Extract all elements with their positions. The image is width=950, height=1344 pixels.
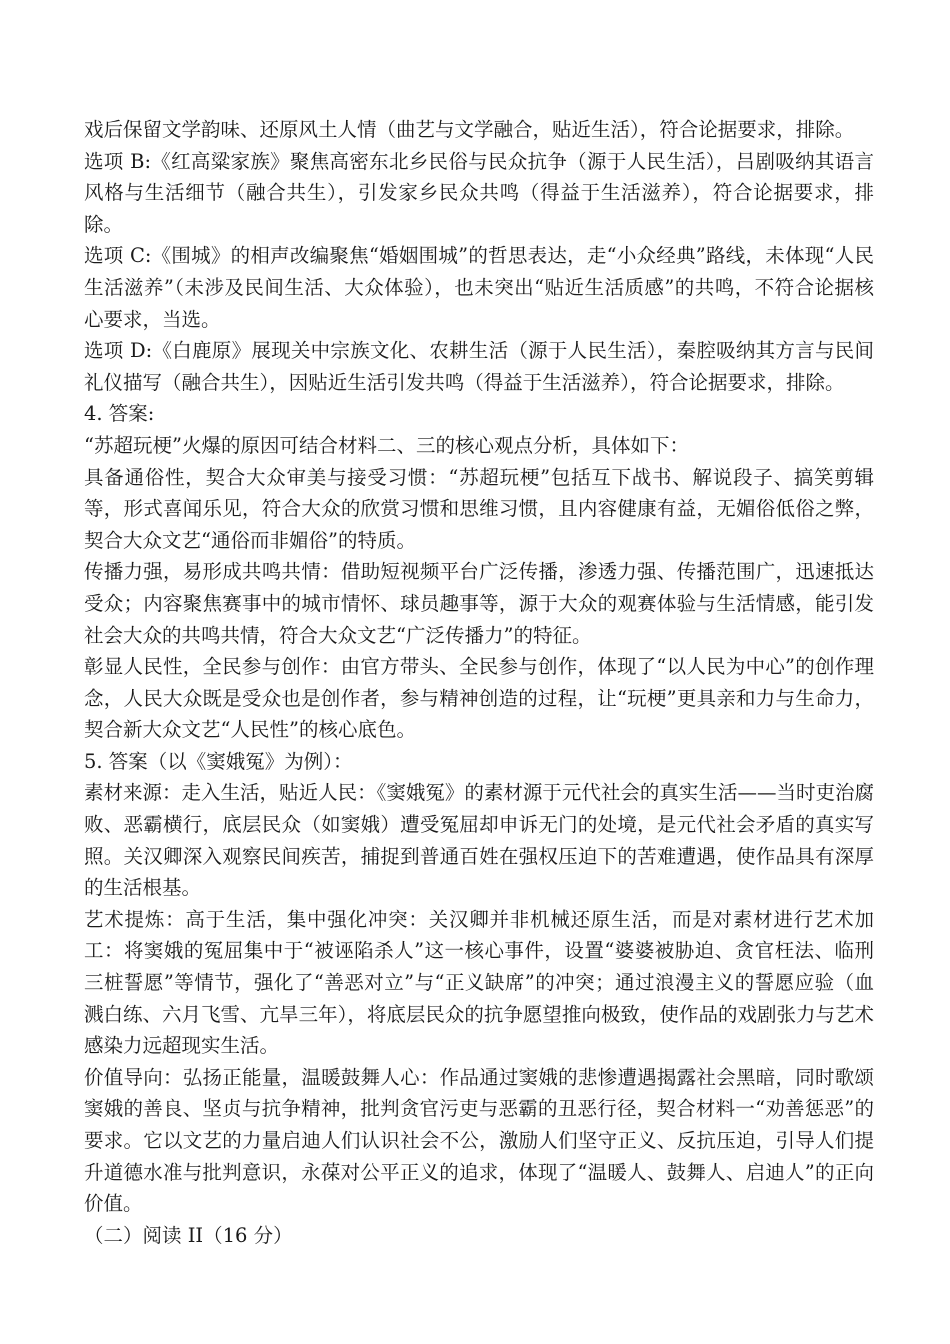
answer-4-heading: 4. 答案: [84,402,155,426]
answer-5-point-3: 价值导向：弘扬正能量，温暖鼓舞人心：作品通过窦娥的悲惨遭遇揭露社会黑暗，同时歌颂窦娥的善良、坚贞与抗争精神，批判贪官污吏与恶霸的丑恶行径，契合材料一“劝善惩恶”的要求。它以文艺的力量启迪人们认识社会不公，激励人们坚守正义、反抗压迫，引导人们提升道德水准与批判意识，永葆对公平正义的追求，体现了“温暖人、鼓舞人、启迪人”的正向价值。 [84,1065,874,1216]
paragraph-option-b: 选项 B:《红高粱家族》聚焦高密东北乡民俗与民众抗争（源于人民生活），吕剧吸纳其语言风格与生活细节（融合共生），引发家乡民众共鸣（得益于生活滋养），符合论据要求，排除。 [84,149,874,236]
answer-4-point-2: 传播力强，易形成共鸣共情：借助短视频平台广泛传播，渗透力强、传播范围广，迅速抵达受众；内容聚焦赛事中的城市情怀、球员趣事等，源于大众的观赛体验与生活情感，能引发社会大众的共鸣共情，符合大众文艺“广泛传播力”的特征。 [84,560,874,647]
answer-4-point-1: 具备通俗性，契合大众审美与接受习惯：“苏超玩梗”包括互下战书、解说段子、搞笑剪辑等，形式喜闻乐见，符合大众的欣赏习惯和思维习惯，且内容健康有益，无媚俗低俗之弊，契合大众文艺“通俗而非媚俗”的特质。 [84,465,874,552]
paragraph-option-a-conclusion: 戏后保留文学韵味、还原风土人情（曲艺与文学融合，贴近生活），符合论据要求，排除。 [84,118,855,141]
paragraph-option-d: 选项 D:《白鹿原》展现关中宗族文化、农耕生活（源于人民生活），秦腔吸纳其方言与民间礼仪描写（融合共生），因贴近生活引发共鸣（得益于生活滋养），符合论据要求，排除。 [84,339,874,394]
answer-4-intro: “苏超玩梗”火爆的原因可结合材料二、三的核心观点分析，具体如下： [84,433,689,457]
answer-4-point-3: 彰显人民性，全民参与创作：由官方带头、全民参与创作，体现了“以人民为中心”的创作理念，人民大众既是受众也是创作者，参与精神创造的过程，让“玩梗”更具亲和力与生命力，契合新大众文艺“人民性”的核心底色。 [84,655,874,742]
paragraph-option-c: 选项 C:《围城》的相声改编聚焦“婚姻围城”的哲思表达，走“小众经典”路线，未体现“人民生活滋养”（未涉及民间生活、大众体验），也未突出“贴近生活质感”的共鸣，不符合论据核心要求，当选。 [84,244,874,331]
answer-5-point-2: 艺术提炼：高于生活，集中强化冲突：关汉卿并非机械还原生活，而是对素材进行艺术加工：将窦娥的冤屈集中于“被诬陷杀人”这一核心事件，设置“婆婆被胁迫、贪官枉法、临刑三桩誓愿”等情节，强化了“善恶对立”与“正义缺席”的冲突；通过浪漫主义的誓愿应验（血溅白练、六月飞雪、亢旱三年），将底层民众的抗争愿望推向极致，使作品的戏剧张力与艺术感染力远超现实生活。 [84,907,874,1058]
section-heading-reading-2: （二）阅读 II（16 分） [84,1223,293,1247]
answer-5-point-1: 素材来源：走入生活，贴近人民：《窦娥冤》的素材源于元代社会的真实生活——当时吏治腐败、恶霸横行，底层民众（如窦娥）遭受冤屈却申诉无门的处境，是元代社会矛盾的真实写照。关汉卿深入观察民间疾苦，捕捉到普通百姓在强权压迫下的苦难遭遇，使作品具有深厚的生活根基。 [84,781,874,900]
answer-text-body [84,114,874,1251]
answer-5-heading: 5. 答案（以《窦娥冤》为例）： [84,749,353,773]
